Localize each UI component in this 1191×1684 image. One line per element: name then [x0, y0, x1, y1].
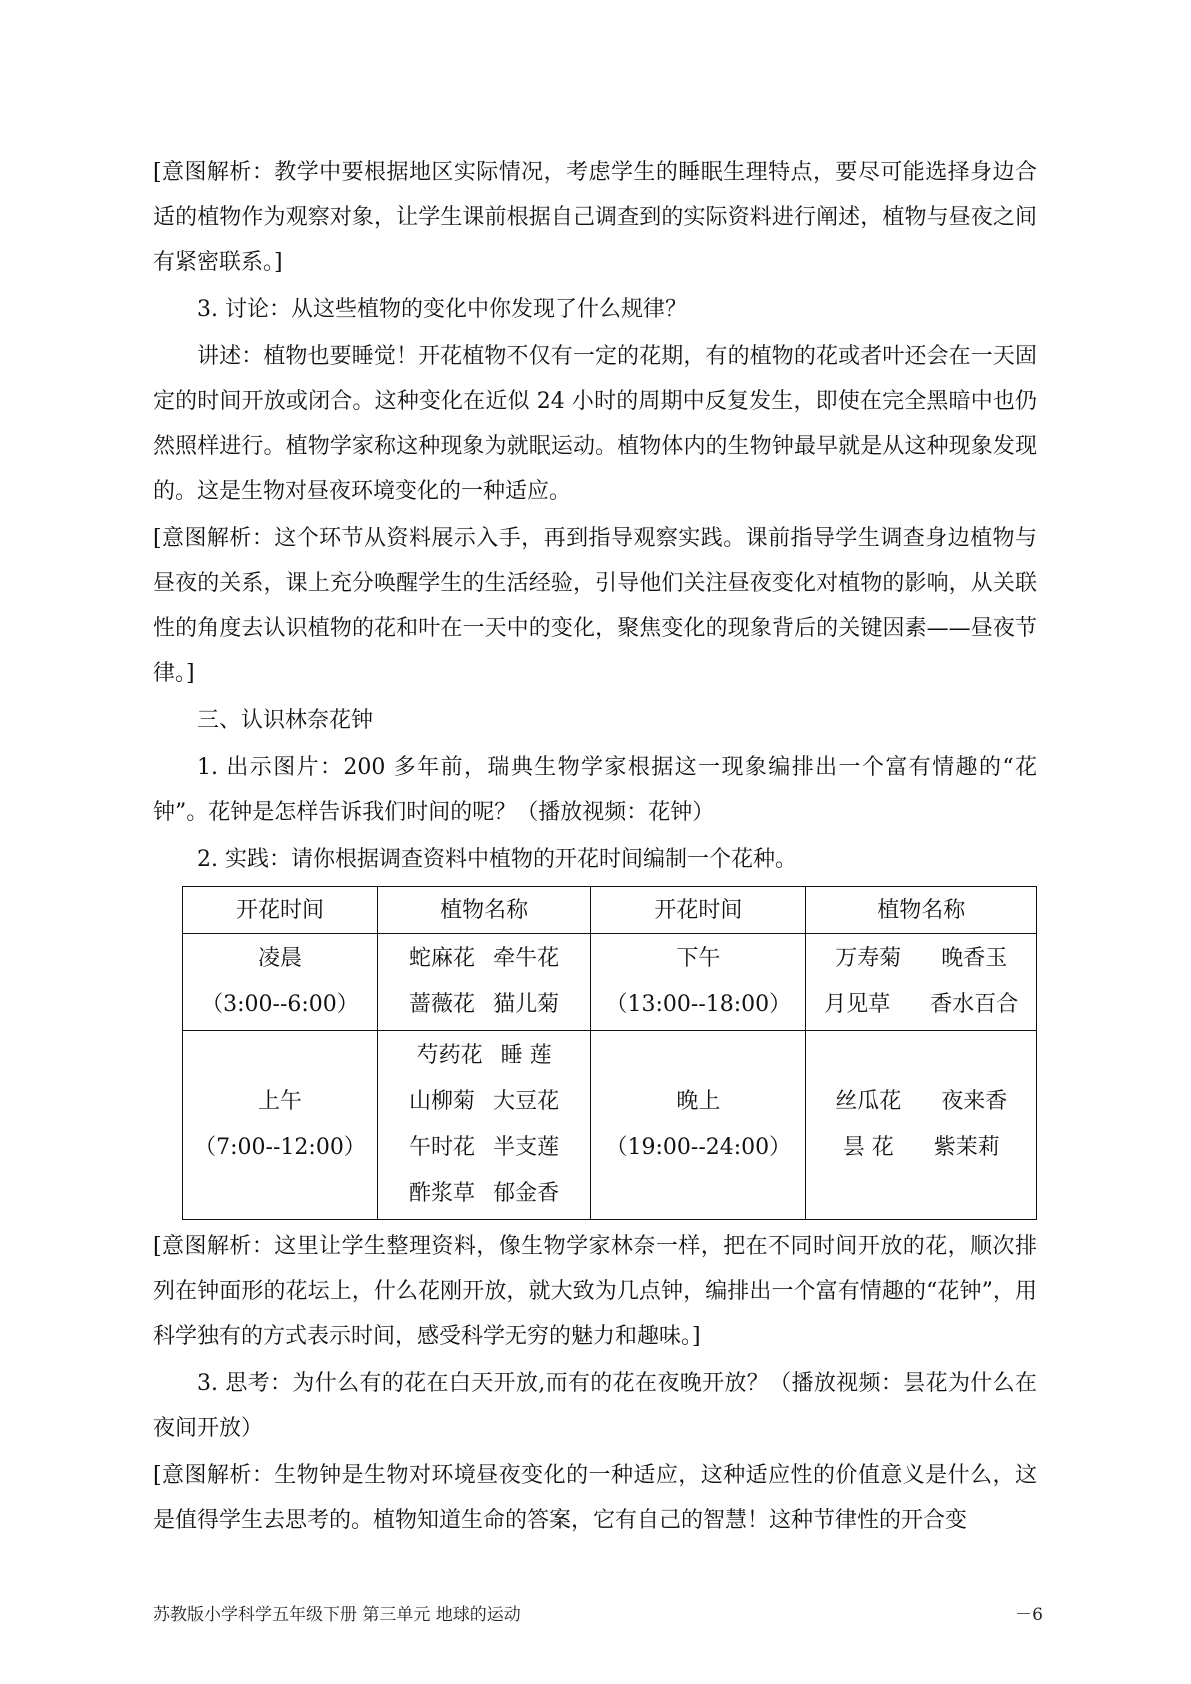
header-bloom-time-2: 开花时间 [591, 887, 806, 934]
plant-name: 山柳菊 [409, 1089, 476, 1114]
table-row [183, 1031, 1037, 1220]
time-cell [183, 1031, 378, 1220]
plants-cell [806, 1031, 1037, 1220]
page-content [153, 150, 1037, 1543]
plant-name: 夜来香 [941, 1089, 1008, 1114]
plant-name: 午时花 [409, 1135, 476, 1160]
time-cell [591, 934, 806, 1031]
plant-name: 蛇麻花 [409, 946, 476, 971]
plant-pair [806, 1125, 1036, 1171]
plant-name: 牵牛花 [493, 946, 560, 971]
plant-pair [378, 1171, 590, 1217]
plants-cell [806, 934, 1037, 1031]
plant-name: 酢浆草 [409, 1181, 476, 1206]
thinking-item-3: 3. 思考：为什么有的花在白天开放,而有的花在夜晚开放？（播放视频：昙花为什么在夜间开放） [153, 1371, 1037, 1441]
plant-pair [378, 982, 590, 1028]
plant-pair [806, 1079, 1036, 1125]
intent-analysis-3: [意图解析：这里让学生整理资料，像生物学家林奈一样，把在不同时间开放的花，顺次排列在钟面形的花坛上，什么花刚开放，就大致为几点钟，编排出一个富有情趣的“花钟”，用科学独有的方式表示时间，感受科学无穷的魅力和趣味。] [153, 1234, 1037, 1349]
time-range: （19:00--24:00） [605, 1135, 792, 1160]
flower-clock-table [182, 886, 1037, 1220]
plant-name: 昙 花 [842, 1135, 894, 1160]
plant-name: 蔷薇花 [409, 992, 476, 1017]
time-range: （13:00--18:00） [605, 992, 792, 1017]
plant-name: 半支莲 [493, 1135, 560, 1160]
plant-name: 丝瓜花 [835, 1089, 902, 1114]
discussion-item-3: 3. 讨论：从这些植物的变化中你发现了什么规律？ [197, 297, 687, 322]
plant-name: 睡 莲 [500, 1043, 552, 1068]
header-plant-name-2: 植物名称 [806, 887, 1037, 934]
plant-pair [806, 936, 1036, 982]
time-cell [591, 1031, 806, 1220]
show-picture-item-1: 1. 出示图片：200 多年前，瑞典生物学家根据这一现象编排出一个富有情趣的“花钟”。花钟是怎样告诉我们时间的呢？（播放视频：花钟） [153, 755, 1037, 825]
intent-analysis-4: [意图解析：生物钟是生物对环境昼夜变化的一种适应，这种适应性的价值意义是什么，这是值得学生去思考的。植物知道生命的答案，它有自己的智慧！这种节律性的开合变 [153, 1463, 1037, 1533]
time-range: （7:00--12:00） [194, 1135, 366, 1160]
table-header-row [183, 887, 1037, 934]
section-heading-3: 三、认识林奈花钟 [197, 708, 374, 733]
narration-paragraph: 讲述：植物也要睡觉！开花植物不仅有一定的花期，有的植物的花或者叶还会在一天固定的时间开放或闭合。这种变化在近似 24 小时的周期中反复发生，即使在完全黑暗中也仍然照样进行。植物学家称这种现象为就眠运动。植物体内的生物钟最早就是从这种现象发现的。这是生物对昼夜环境变化的一种适应。 [153, 344, 1037, 504]
plants-cell [377, 934, 590, 1031]
plant-pair [378, 1079, 590, 1125]
plant-pair [378, 1125, 590, 1171]
header-plant-name-1: 植物名称 [377, 887, 590, 934]
plant-pair [378, 1033, 590, 1079]
plant-name: 香水百合 [930, 992, 1019, 1017]
intent-analysis-2: [意图解析：这个环节从资料展示入手，再到指导观察实践。课前指导学生调查身边植物与昼夜的关系，课上充分唤醒学生的生活经验，引导他们关注昼夜变化对植物的影响，从关联性的角度去认识植物的花和叶在一天中的变化，聚焦变化的现象背后的关键因素——昼夜节律。] [153, 526, 1037, 686]
footer-book-title: 苏教版小学科学五年级下册 第三单元 地球的运动 [153, 1605, 521, 1625]
plant-name: 晚香玉 [941, 946, 1008, 971]
time-label: 凌晨 [257, 946, 302, 971]
plant-name: 猫儿菊 [493, 992, 560, 1017]
time-cell [183, 934, 378, 1031]
practice-item-2: 2. 实践：请你根据调查资料中植物的开花时间编制一个花种。 [197, 847, 797, 872]
header-bloom-time-1: 开花时间 [183, 887, 378, 934]
plant-name: 万寿菊 [835, 946, 902, 971]
table-row [183, 934, 1037, 1031]
plant-pair [806, 982, 1036, 1028]
intent-analysis-1: [意图解析：教学中要根据地区实际情况，考虑学生的睡眠生理特点，要尽可能选择身边合适的植物作为观察对象，让学生课前根据自己调查到的实际资料进行阐述，植物与昼夜之间有紧密联系。] [153, 160, 1037, 275]
time-range: （3:00--6:00） [201, 992, 359, 1017]
plant-name: 芍药花 [416, 1043, 483, 1068]
plant-name: 大豆花 [493, 1089, 560, 1114]
plant-pair [378, 936, 590, 982]
plants-cell [377, 1031, 590, 1220]
plant-name: 月见草 [824, 992, 891, 1017]
plant-name: 紫茉莉 [933, 1135, 1000, 1160]
time-label: 晚上 [676, 1089, 721, 1114]
time-label: 上午 [257, 1089, 302, 1114]
time-label: 下午 [676, 946, 721, 971]
plant-name: 郁金香 [493, 1181, 560, 1206]
footer-page-number: －6 [1015, 1605, 1043, 1625]
